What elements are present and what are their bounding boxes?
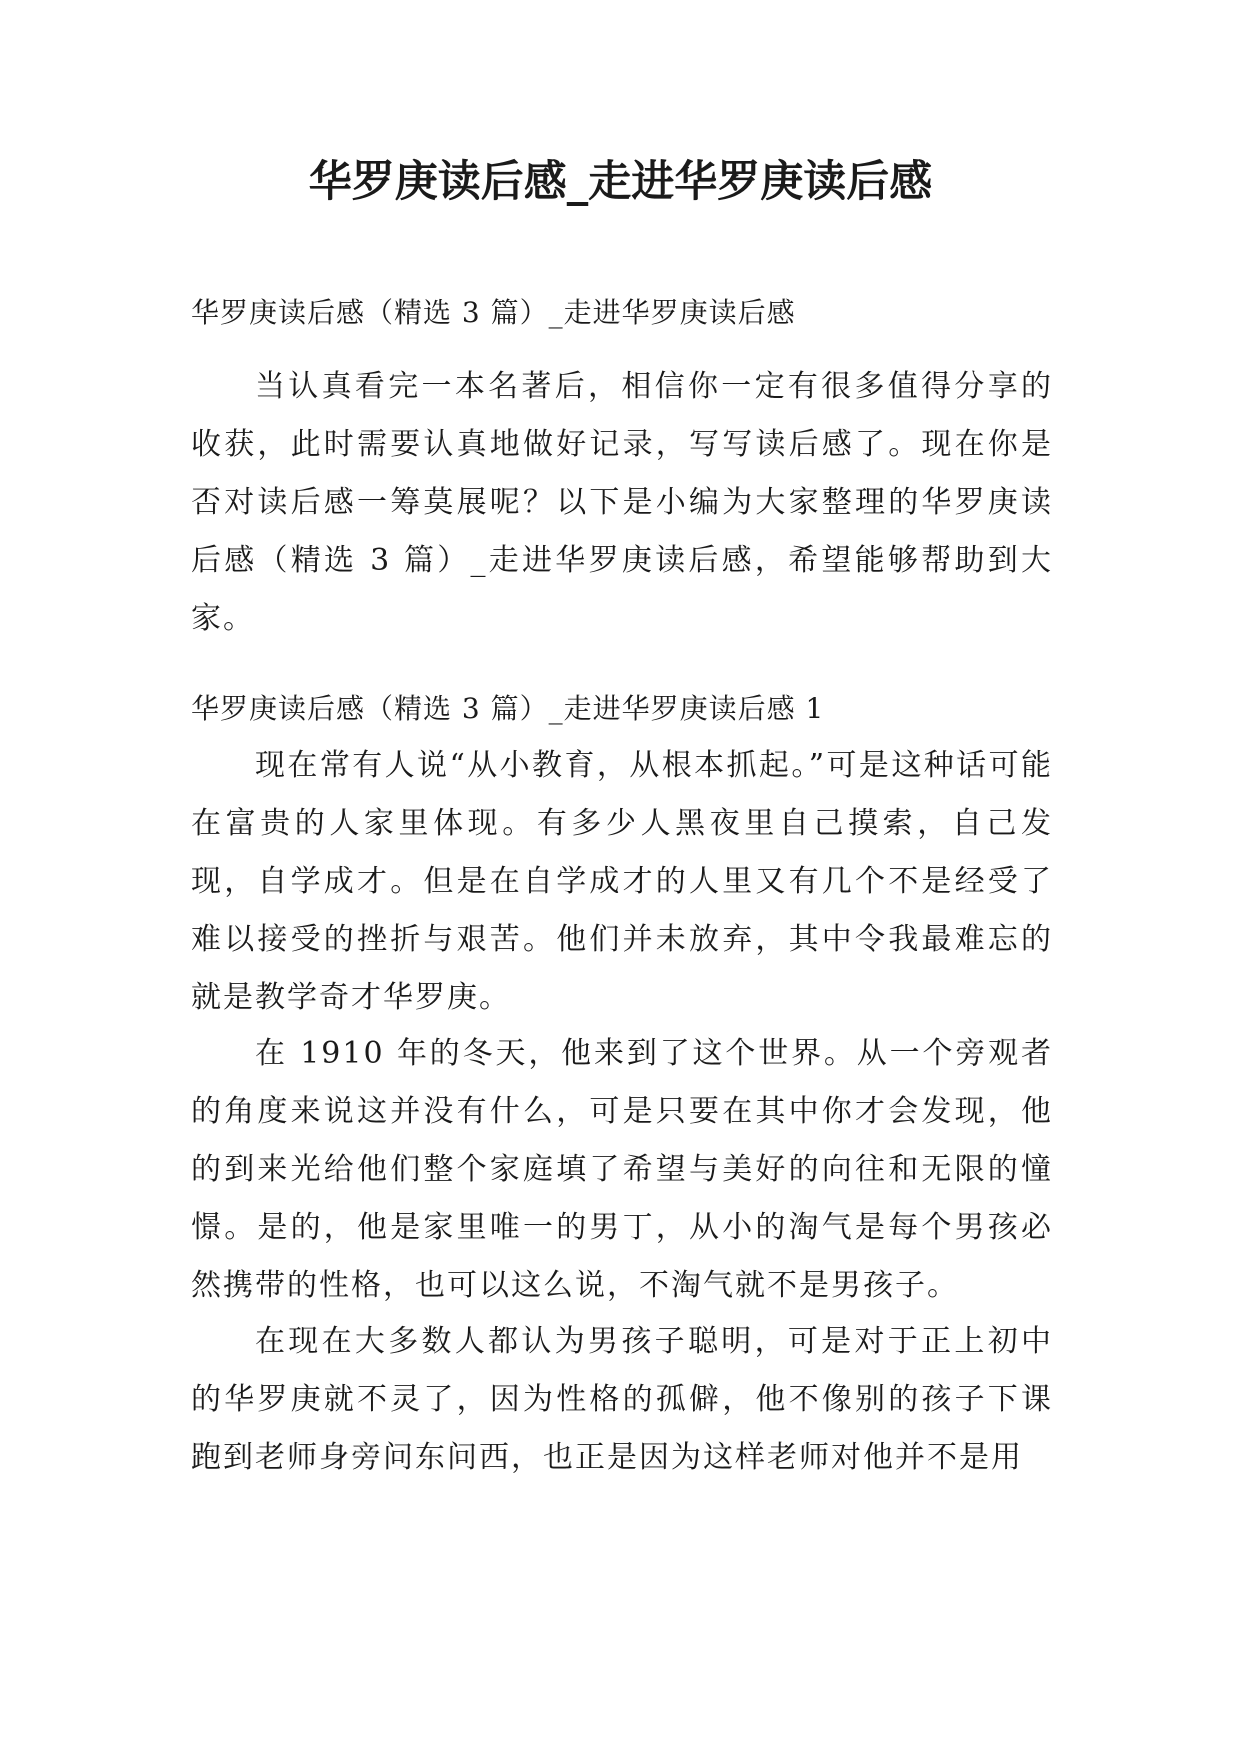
intro-paragraph: 当认真看完一本名著后，相信你一定有很多值得分享的收获，此时需要认真地做好记录，写写读后感了。现在你是否对读后感一筹莫展呢？以下是小编为大家整理的华罗庚读后感（精选 3 篇）_走进华罗庚读后感，希望能够帮助到大家。 bbox=[191, 369, 1053, 636]
document-title: 华罗庚读后感_走进华罗庚读后感 bbox=[308, 157, 933, 207]
body-paragraph-1: 现在常有人说“从小教育，从根本抓起。”可是这种话可能在富贵的人家里体现。有多少人黑夜里自己摸索，自己发现，自学成才。但是在自学成才的人里又有几个不是经受了难以接受的挫折与艰苦。他们并未放弃，其中令我最难忘的就是教学奇才华罗庚。 bbox=[191, 748, 1053, 1015]
body-paragraph-3: 在现在大多数人都认为男孩子聪明，可是对于正上初中的华罗庚就不灵了，因为性格的孤僻，他不像别的孩子下课跑到老师身旁问东问西，也正是因为这样老师对他并不是用 bbox=[191, 1324, 1053, 1475]
body-paragraph-2: 在 1910 年的冬天，他来到了这个世界。从一个旁观者的角度来说这并没有什么，可是只要在其中你才会发现，他的到来光给他们整个家庭填了希望与美好的向往和无限的憧憬。是的，他是家里唯一的男丁，从小的淘气是每个男孩必然携带的性格，也可以这么说，不淘气就不是男孩子。 bbox=[191, 1036, 1053, 1303]
section-heading-1: 华罗庚读后感（精选 3 篇）_走进华罗庚读后感 1 bbox=[191, 692, 825, 725]
document-subtitle: 华罗庚读后感（精选 3 篇）_走进华罗庚读后感 bbox=[191, 296, 796, 329]
